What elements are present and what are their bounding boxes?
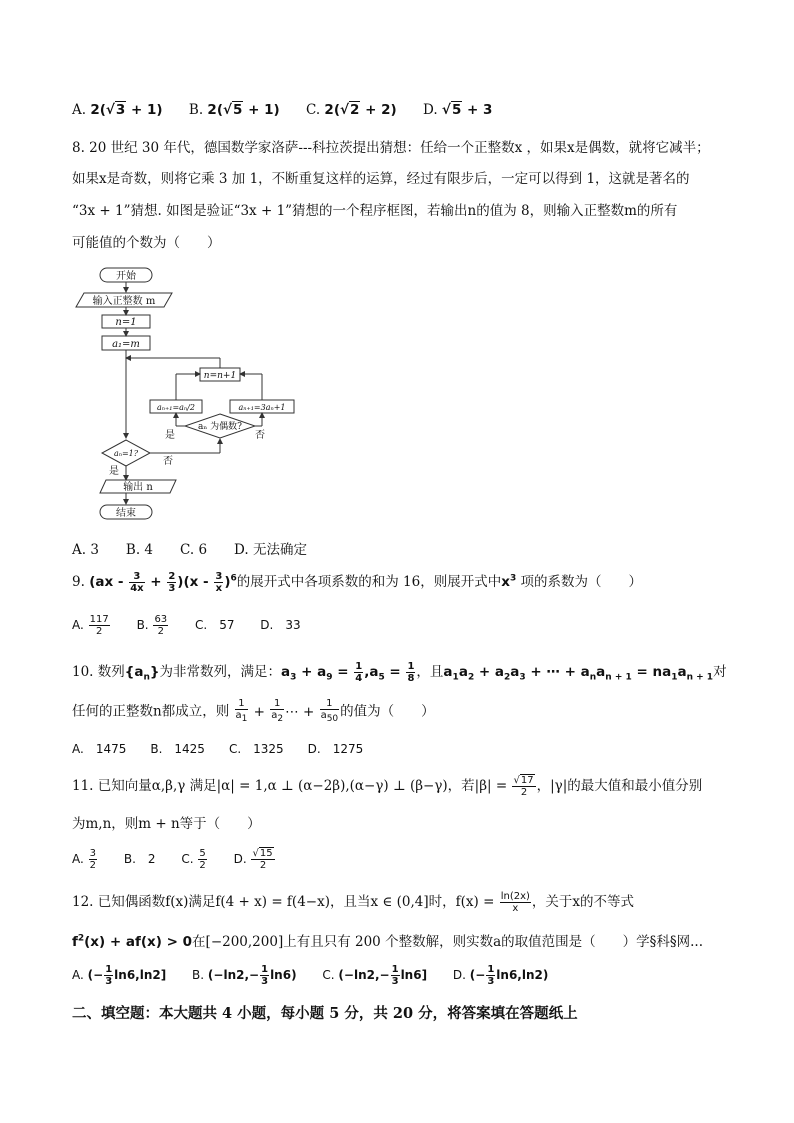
flowchart (72, 262, 302, 527)
flow-odd-label: aₙ₊₁=3aₙ+1 (238, 403, 286, 412)
q8-line-3: “3x + 1”猜想. 如图是验证“3x + 1”猜想的一个程序框图，若输出n的值为 8，则输入正整数m的所有 (72, 203, 678, 219)
q9-options: A. $\frac{117}{2}$ B. $\frac{63}{2}$ C. 57 D. 33 (72, 614, 301, 637)
flow-even-yes: 是 (165, 430, 175, 441)
q9-stem: 9. (ax - $\frac{3}{4x}$ + $\frac{2}{3}$ )(x - $\frac{3}{x}$ )$^6$的展开式中各项系数的和为 16，则展开式中$x^3$ 项的系数为（ ） (72, 570, 643, 594)
q12-options: A. (− $\frac{1}{3}$ ln6,ln2] B. (−ln2,− $\frac{1}{3}$ ln6) C. (−ln2,− $\frac{1}{3}$ ln6] D. (− $\frac{1}{3}$ ln6,ln2) (72, 964, 549, 987)
flow-start-label: 开始 (116, 271, 136, 282)
q10-line-1: 10. 数列$\{a_n\}$为非常数列，满足：$a_3 + a_9$ = $\frac{1}{4}$ $,a_5$ = $\frac{1}{8}$ ，且$a_1a_2 + a_2a_3$ + ⋯ + $a_na_{n + 1} = na_1a_{n + 1}$对 (72, 660, 727, 684)
flow-even-test-label: aₙ 为偶数? (198, 422, 242, 432)
q12-line-2: $f^2(x) + af(x) > 0$在[−200,200]上有且只有 200 个整数解，则实数a的取值范围是（ ）学§科§网... (72, 933, 703, 950)
flow-even-no: 否 (255, 430, 265, 441)
q7-option-b: B. 2(√5 + 1) (188, 102, 280, 118)
flow-test-one-label: aₙ=1? (113, 449, 139, 458)
flow-a-init-label: a₁=m (112, 339, 140, 350)
flow-end-label: 结束 (116, 508, 136, 519)
q8-line-2: 如果x是奇数，则将它乘 3 加 1，不断重复这样的运算，经过有限步后，一定可以得到 1，这就是著名的 (72, 171, 690, 187)
q11-line-2: 为m,n，则m + n等于（ ） (72, 816, 261, 832)
q11-line-1: 11. 已知向量α,β,γ 满足|α| = 1,α ⊥ (α−2β),(α−γ) ⊥ (β−γ)，若|β| = $\frac{√17}{2}$ ，|γ|的最大值和最小值分别 (72, 774, 703, 798)
q10-options: A. 1475 B. 1425 C. 1325 D. 1275 (72, 742, 364, 756)
flow-n-init-label: n=1 (115, 317, 137, 328)
q11-options: A. $\frac{3}{2}$ B. 2 C. $\frac{5}{2}$ D. $\frac{√15}{2}$ (72, 848, 273, 871)
q10-line-2: 任何的正整数n都成立，则 $\frac{1}{a_1}$ + $\frac{1}{a_2}$ ⋯ + $\frac{1}{a_{50}}$ 的值为（ ） (72, 698, 435, 724)
q7-option-d: D. √5 + 3 (422, 102, 493, 118)
section-2-title: 二、填空题：本大题共 4 小题，每小题 5 分，共 20 分，将答案填在答题纸上 (72, 1005, 578, 1022)
flow-n-inc-label: n=n+1 (203, 371, 237, 381)
q7-option-c: C. 2(√2 + 2) (305, 102, 397, 118)
flow-input-label: 输入正整数 m (92, 296, 156, 307)
q8-options: A. 3 B. 4 C. 6 D. 无法确定 (72, 542, 307, 558)
flow-test-one-yes: 是 (109, 466, 119, 477)
flow-even-label: aₙ₊₁=aₙ/2 (157, 403, 195, 412)
q8-line-4: 可能值的个数为（ ） (72, 235, 221, 251)
q7-options (72, 102, 514, 118)
q8-line-1: 8. 20 世纪 30 年代，德国数学家洛萨---科拉茨提出猜想：任给一个正整数x ，如果x是偶数，就将它减半； (72, 140, 710, 156)
flow-test-one-no: 否 (163, 456, 173, 467)
flow-output-label: 输出 n (123, 482, 153, 493)
q7-option-a: A. 2(√3 + 1) (72, 102, 163, 118)
q12-line-1: 12. 已知偶函数f(x)满足f(4 + x) = f(4−x)，且当x ∈ (0,4]时，f(x) = $\frac{\ln(2x)}{x}$ ，关于x的不等式 (72, 890, 635, 914)
